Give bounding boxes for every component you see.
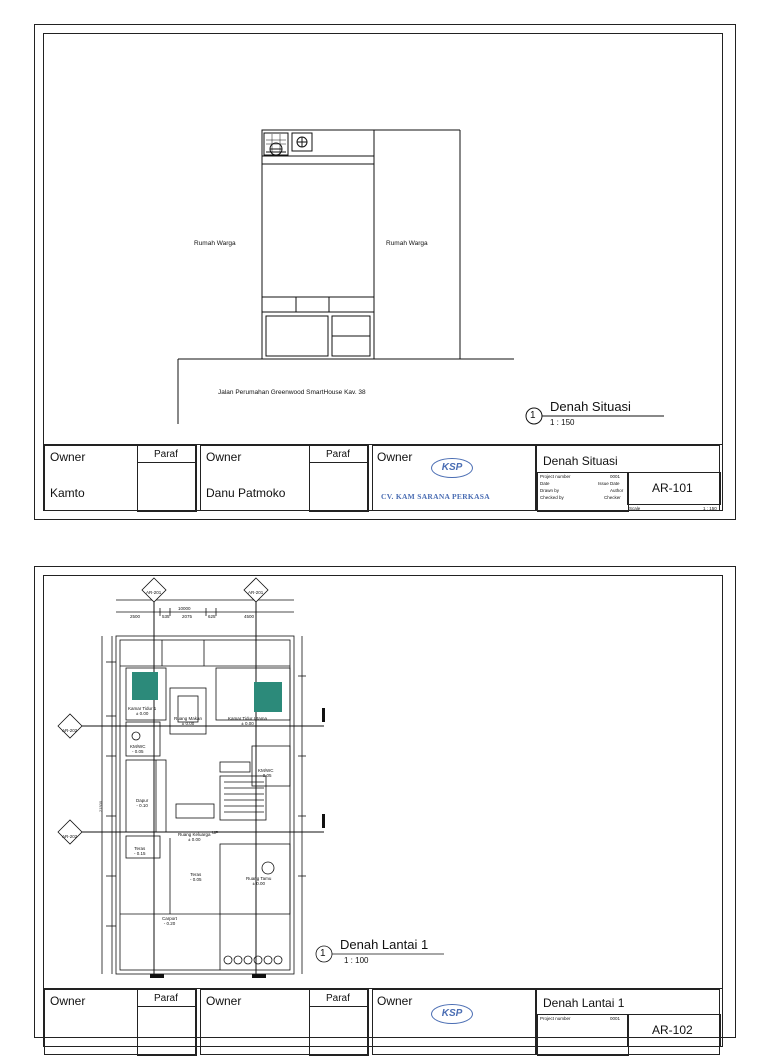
checked-label: Checked by (540, 495, 564, 500)
room-kamar-tidur-1: Kamar Tidur 1 ± 0.00 (128, 706, 157, 716)
dim-top-3: 2075 (182, 614, 193, 619)
drawing-frame (43, 33, 723, 511)
room-teras-2: Teras - 0.05 (190, 872, 202, 882)
owner2-paraf-header (309, 989, 369, 1007)
ksp-logo: KSP (431, 1004, 473, 1024)
owner2-paraf-cell (309, 462, 369, 512)
view-title: Denah Lantai 1 (340, 937, 429, 952)
sheet-number: AR-102 (652, 1023, 693, 1037)
sheet-meta (537, 1014, 629, 1056)
scale-label: Scale (629, 506, 641, 511)
owner1-box (44, 989, 196, 1055)
stair-up-label: UP (212, 830, 219, 835)
owner1-box (44, 445, 196, 511)
site-plan-drawing (44, 34, 732, 444)
drawn-label: Drawn by (540, 488, 560, 493)
sheet-number-box (627, 1014, 721, 1047)
project-number-label: Project number (540, 1016, 571, 1021)
sheet-number-box (627, 472, 721, 505)
room-teras-1: Teras - 0.15 (134, 846, 146, 856)
view-title: Denah Situasi (550, 399, 631, 414)
sheet-title: Denah Situasi (543, 454, 618, 468)
dim-left-total: 21500 (98, 800, 103, 812)
section-tag-3: AR-202 (62, 728, 78, 733)
room-ruang-keluarga: Ruang Keluarga ± 0.00 (178, 832, 211, 842)
neighbor-left-label: Rumah Warga (194, 240, 236, 247)
sheet-denah-lantai-1 (34, 566, 736, 1038)
dim-top-1: 2500 (130, 614, 141, 619)
view-scale: 1 : 150 (550, 418, 575, 427)
room-ruang-tamu: Ruang Tamu ± 0.00 (246, 876, 272, 886)
project-number-label: Project number (540, 474, 571, 479)
room-carport: Carport - 0.20 (162, 916, 178, 926)
company-name: CV. KAM SARANA PERKASA (381, 492, 490, 501)
title-block (44, 444, 722, 511)
bed-icon-1 (132, 672, 158, 700)
owner1-paraf-cell (137, 462, 197, 512)
dim-total: 10000 (178, 606, 191, 611)
owner2-label: Owner (206, 994, 242, 1008)
bed-icon-2 (254, 682, 282, 712)
owner1-paraf-label: Paraf (154, 449, 178, 460)
owner2-paraf-label: Paraf (326, 993, 350, 1004)
sheet-title: Denah Lantai 1 (543, 996, 625, 1010)
owner3-box (372, 989, 536, 1055)
scale-value: 1 : 150 (703, 506, 717, 511)
view-number: 1 (320, 948, 326, 959)
street-label: Jalan Perumahan Greenwood SmartHouse Kav. 38 (218, 389, 366, 396)
owner2-paraf-cell (309, 1006, 369, 1056)
view-number: 1 (530, 410, 536, 421)
section-tag-2: AR-201 (248, 590, 264, 595)
dim-top-4: 625 (208, 614, 216, 619)
dim-top-5: 4500 (244, 614, 255, 619)
ksp-logo: KSP (431, 458, 473, 478)
owner1-name: Kamto (50, 486, 85, 500)
room-kmwc-1: KM/WC - 0.05 (130, 744, 146, 754)
owner2-paraf-header (309, 445, 369, 463)
owner1-paraf-header (137, 989, 197, 1007)
sheet-info-box (536, 445, 720, 511)
room-dapur: Dapur - 0.10 (136, 798, 149, 808)
view-scale: 1 : 100 (344, 956, 369, 965)
date-value: Issue Date (598, 481, 620, 486)
owner2-box (200, 989, 368, 1055)
sheet-info-box (536, 989, 720, 1055)
owner1-label: Owner (50, 994, 86, 1008)
room-kamar-tidur-utama: Kamar Tidur Utama ± 0.00 (228, 716, 268, 726)
drawn-value: Author (610, 488, 624, 493)
owner3-box (372, 445, 536, 511)
owner3-label: Owner (377, 994, 413, 1008)
sheet-meta (537, 472, 629, 512)
owner1-label: Owner (50, 450, 86, 464)
owner2-name: Danu Patmoko (206, 486, 286, 500)
sheet-denah-situasi (34, 24, 736, 520)
drawing-frame (43, 575, 723, 1047)
owner2-paraf-label: Paraf (326, 449, 350, 460)
neighbor-right-label: Rumah Warga (386, 240, 428, 247)
owner1-paraf-header (137, 445, 197, 463)
owner2-box (200, 445, 368, 511)
project-number: 0001 (610, 1016, 621, 1021)
date-label: Date (540, 481, 550, 486)
owner1-paraf-label: Paraf (154, 993, 178, 1004)
room-ruang-makan: Ruang Makan ± 0.00 (174, 716, 203, 726)
checked-value: Checker (604, 495, 621, 500)
section-tag-1: AR-201 (146, 590, 162, 595)
owner2-label: Owner (206, 450, 242, 464)
room-kmwc-2: KM/WC - 0.05 (258, 768, 274, 778)
title-block (44, 988, 722, 1055)
floor-plan-drawing (44, 576, 732, 988)
project-number: 0001 (610, 474, 621, 479)
owner1-paraf-cell (137, 1006, 197, 1056)
section-tag-4: AR-202 (62, 834, 78, 839)
owner3-label: Owner (377, 450, 413, 464)
dim-top-2: 535 (162, 614, 170, 619)
sheet-number: AR-101 (652, 481, 693, 495)
